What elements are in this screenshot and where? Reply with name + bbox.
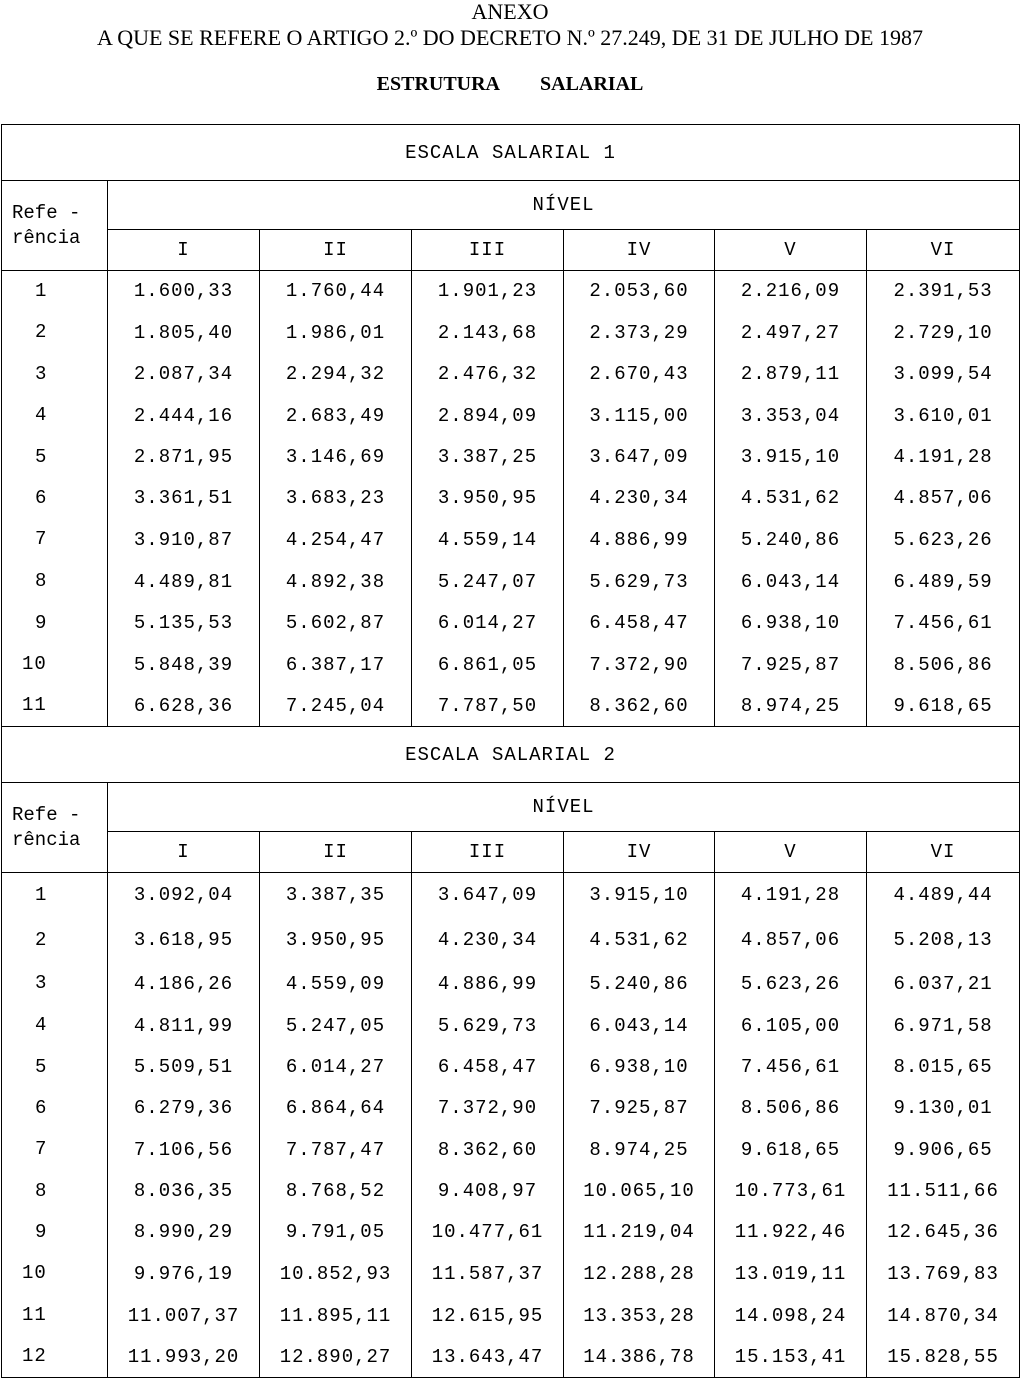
decree-subtitle: A QUE SE REFERE O ARTIGO 2.º DO DECRETO N.º 27.249, DE 31 DE JULHO DE 1987 — [97, 25, 923, 50]
table-row — [2, 1047, 1020, 1088]
table-row — [2, 478, 1020, 519]
salary-value-cell: 3.647,09 — [564, 437, 715, 478]
reference-cell: 6 — [2, 478, 108, 519]
salary-value-cell: 4.230,34 — [412, 918, 564, 963]
salary-value-cell: 5.247,07 — [412, 561, 564, 603]
salary-value-cell: 3.910,87 — [108, 519, 260, 561]
table-row — [2, 519, 1020, 561]
salary-value-cell: 8.974,25 — [564, 1129, 715, 1171]
salary-value-cell: 5.509,51 — [108, 1047, 260, 1088]
level-column-header: IV — [564, 832, 715, 873]
reference-cell: 8 — [2, 561, 108, 603]
salary-value-cell: 3.618,95 — [108, 918, 260, 963]
salary-value-cell: 8.990,29 — [108, 1212, 260, 1253]
salary-value-cell: 12.615,95 — [412, 1295, 564, 1337]
salary-value-cell: 4.811,99 — [108, 1005, 260, 1047]
level-column-header: IV — [564, 230, 715, 271]
salary-value-cell: 12.890,27 — [260, 1337, 412, 1378]
reference-cell: 2 — [2, 312, 108, 354]
salary-value-cell: 4.857,06 — [715, 918, 867, 963]
salary-value-cell: 2.879,11 — [715, 354, 867, 395]
salary-value-cell: 8.036,35 — [108, 1171, 260, 1212]
salary-value-cell: 8.506,86 — [715, 1088, 867, 1129]
salary-value-cell: 1.901,23 — [412, 271, 564, 312]
level-header: NÍVEL — [108, 783, 1020, 832]
table-row — [2, 312, 1020, 354]
reference-cell: 9 — [2, 1212, 108, 1253]
reference-header-line-1: Refe - — [12, 803, 81, 826]
salary-value-cell: 3.915,10 — [564, 873, 715, 918]
salary-value-cell: 5.240,86 — [715, 519, 867, 561]
salary-value-cell: 10.852,93 — [260, 1253, 412, 1295]
salary-value-cell: 4.531,62 — [564, 918, 715, 963]
table-row — [2, 1171, 1020, 1212]
salary-value-cell: 2.729,10 — [867, 312, 1020, 354]
salary-value-cell: 7.245,04 — [260, 686, 412, 727]
salary-value-cell: 3.092,04 — [108, 873, 260, 918]
table-row — [2, 873, 1020, 918]
salary-value-cell: 4.230,34 — [564, 478, 715, 519]
salary-value-cell: 5.602,87 — [260, 603, 412, 644]
reference-cell: 10 — [2, 1253, 108, 1295]
level-column-header: I — [108, 230, 260, 271]
salary-value-cell: 3.950,95 — [260, 918, 412, 963]
level-column-header: V — [715, 832, 867, 873]
salary-value-cell: 11.993,20 — [108, 1337, 260, 1378]
salary-value-cell: 1.805,40 — [108, 312, 260, 354]
salary-value-cell: 9.906,65 — [867, 1129, 1020, 1171]
reference-header — [2, 181, 108, 271]
salary-value-cell: 4.191,28 — [867, 437, 1020, 478]
salary-value-cell: 4.886,99 — [412, 963, 564, 1005]
salary-value-cell: 4.559,09 — [260, 963, 412, 1005]
salary-value-cell: 8.362,60 — [564, 686, 715, 727]
salary-value-cell: 13.353,28 — [564, 1295, 715, 1337]
salary-value-cell: 7.925,87 — [715, 644, 867, 686]
salary-value-cell: 14.386,78 — [564, 1337, 715, 1378]
salary-value-cell: 13.769,83 — [867, 1253, 1020, 1295]
salary-value-cell: 7.456,61 — [867, 603, 1020, 644]
salary-value-cell: 3.610,01 — [867, 395, 1020, 437]
reference-cell: 12 — [2, 1337, 108, 1378]
table-row — [2, 271, 1020, 312]
reference-cell: 9 — [2, 603, 108, 644]
salary-value-cell: 8.015,65 — [867, 1047, 1020, 1088]
salary-value-cell: 2.497,27 — [715, 312, 867, 354]
reference-cell: 4 — [2, 1005, 108, 1047]
salary-value-cell: 5.848,39 — [108, 644, 260, 686]
salary-value-cell: 6.043,14 — [564, 1005, 715, 1047]
level-column-header: III — [412, 230, 564, 271]
salary-value-cell: 6.279,36 — [108, 1088, 260, 1129]
table-row — [2, 1088, 1020, 1129]
reference-cell: 7 — [2, 1129, 108, 1171]
salary-value-cell: 2.894,09 — [412, 395, 564, 437]
salary-value-cell: 11.587,37 — [412, 1253, 564, 1295]
scale-title: ESCALA SALARIAL 2 — [2, 727, 1020, 783]
level-column-header: VI — [867, 230, 1020, 271]
salary-value-cell: 8.506,86 — [867, 644, 1020, 686]
table-row — [2, 963, 1020, 1005]
salary-value-cell: 4.886,99 — [564, 519, 715, 561]
salary-value-cell: 2.444,16 — [108, 395, 260, 437]
salary-value-cell: 5.240,86 — [564, 963, 715, 1005]
salary-value-cell: 9.408,97 — [412, 1171, 564, 1212]
salary-value-cell: 3.115,00 — [564, 395, 715, 437]
salary-value-cell: 9.130,01 — [867, 1088, 1020, 1129]
salary-value-cell: 8.974,25 — [715, 686, 867, 727]
salary-value-cell: 7.456,61 — [715, 1047, 867, 1088]
salary-value-cell: 12.288,28 — [564, 1253, 715, 1295]
salary-value-cell: 8.362,60 — [412, 1129, 564, 1171]
reference-cell: 10 — [2, 644, 108, 686]
scale-title: ESCALA SALARIAL 1 — [2, 125, 1020, 181]
salary-value-cell: 6.864,64 — [260, 1088, 412, 1129]
table-row — [2, 561, 1020, 603]
level-column-header: V — [715, 230, 867, 271]
salary-value-cell: 7.925,87 — [564, 1088, 715, 1129]
salary-value-cell: 7.787,50 — [412, 686, 564, 727]
level-column-header: VI — [867, 832, 1020, 873]
salary-value-cell: 8.768,52 — [260, 1171, 412, 1212]
salary-value-cell: 4.892,38 — [260, 561, 412, 603]
salary-value-cell: 10.477,61 — [412, 1212, 564, 1253]
annex-title: ANEXO — [471, 0, 549, 24]
table-row — [2, 603, 1020, 644]
salary-value-cell: 3.647,09 — [412, 873, 564, 918]
salary-value-cell: 5.208,13 — [867, 918, 1020, 963]
structure-heading — [0, 74, 1020, 94]
reference-cell: 3 — [2, 354, 108, 395]
level-header: NÍVEL — [108, 181, 1020, 230]
salary-value-cell: 1.760,44 — [260, 271, 412, 312]
salary-value-cell: 6.037,21 — [867, 963, 1020, 1005]
salary-value-cell: 6.938,10 — [715, 603, 867, 644]
salary-value-cell: 11.922,46 — [715, 1212, 867, 1253]
salary-value-cell: 15.153,41 — [715, 1337, 867, 1378]
salary-value-cell: 4.186,26 — [108, 963, 260, 1005]
salary-value-cell: 4.531,62 — [715, 478, 867, 519]
salary-value-cell: 6.458,47 — [564, 603, 715, 644]
salary-value-cell: 5.623,26 — [715, 963, 867, 1005]
table-row — [2, 1005, 1020, 1047]
level-column-header: II — [260, 832, 412, 873]
salary-value-cell: 9.618,65 — [715, 1129, 867, 1171]
salary-value-cell: 3.387,25 — [412, 437, 564, 478]
salary-value-cell: 2.683,49 — [260, 395, 412, 437]
salary-value-cell: 4.559,14 — [412, 519, 564, 561]
salary-value-cell: 6.014,27 — [412, 603, 564, 644]
salary-value-cell: 2.087,34 — [108, 354, 260, 395]
salary-value-cell: 13.643,47 — [412, 1337, 564, 1378]
salary-value-cell: 2.871,95 — [108, 437, 260, 478]
reference-header — [2, 783, 108, 873]
salary-value-cell: 3.683,23 — [260, 478, 412, 519]
reference-cell: 11 — [2, 686, 108, 727]
salary-value-cell: 9.976,19 — [108, 1253, 260, 1295]
salary-value-cell: 4.254,47 — [260, 519, 412, 561]
salary-value-cell: 4.191,28 — [715, 873, 867, 918]
salary-value-cell: 3.361,51 — [108, 478, 260, 519]
salary-value-cell: 9.791,05 — [260, 1212, 412, 1253]
reference-cell: 11 — [2, 1295, 108, 1337]
salary-value-cell: 2.670,43 — [564, 354, 715, 395]
salary-value-cell: 5.623,26 — [867, 519, 1020, 561]
salary-value-cell: 5.247,05 — [260, 1005, 412, 1047]
salary-value-cell: 10.065,10 — [564, 1171, 715, 1212]
level-column-header: III — [412, 832, 564, 873]
salary-value-cell: 2.391,53 — [867, 271, 1020, 312]
salary-value-cell: 6.938,10 — [564, 1047, 715, 1088]
reference-cell: 1 — [2, 873, 108, 918]
salary-value-cell: 5.629,73 — [412, 1005, 564, 1047]
salary-value-cell: 1.986,01 — [260, 312, 412, 354]
table-row — [2, 354, 1020, 395]
salary-value-cell: 4.489,44 — [867, 873, 1020, 918]
salary-value-cell: 12.645,36 — [867, 1212, 1020, 1253]
reference-cell: 7 — [2, 519, 108, 561]
reference-cell: 2 — [2, 918, 108, 963]
reference-cell: 8 — [2, 1171, 108, 1212]
level-column-header: I — [108, 832, 260, 873]
salary-value-cell: 10.773,61 — [715, 1171, 867, 1212]
table-row — [2, 644, 1020, 686]
salary-value-cell: 3.353,04 — [715, 395, 867, 437]
salary-value-cell: 4.489,81 — [108, 561, 260, 603]
table-row — [2, 395, 1020, 437]
salary-value-cell: 2.294,32 — [260, 354, 412, 395]
reference-cell: 5 — [2, 437, 108, 478]
salary-value-cell: 7.787,47 — [260, 1129, 412, 1171]
salary-value-cell: 15.828,55 — [867, 1337, 1020, 1378]
reference-cell: 4 — [2, 395, 108, 437]
salary-value-cell: 7.372,90 — [412, 1088, 564, 1129]
salary-value-cell: 3.915,10 — [715, 437, 867, 478]
salary-value-cell: 6.458,47 — [412, 1047, 564, 1088]
salary-value-cell: 2.053,60 — [564, 271, 715, 312]
salary-value-cell: 7.106,56 — [108, 1129, 260, 1171]
table-row — [2, 1212, 1020, 1253]
reference-cell: 1 — [2, 271, 108, 312]
salary-value-cell: 1.600,33 — [108, 271, 260, 312]
salary-value-cell: 3.950,95 — [412, 478, 564, 519]
reference-cell: 5 — [2, 1047, 108, 1088]
salary-value-cell: 4.857,06 — [867, 478, 1020, 519]
salary-value-cell: 3.099,54 — [867, 354, 1020, 395]
salary-value-cell: 11.511,66 — [867, 1171, 1020, 1212]
salary-value-cell: 6.861,05 — [412, 644, 564, 686]
salary-value-cell: 11.219,04 — [564, 1212, 715, 1253]
salary-value-cell: 6.105,00 — [715, 1005, 867, 1047]
salary-value-cell: 6.387,17 — [260, 644, 412, 686]
reference-header-line-2: rência — [12, 226, 81, 249]
salary-value-cell: 6.971,58 — [867, 1005, 1020, 1047]
table-row — [2, 437, 1020, 478]
salary-value-cell: 14.870,34 — [867, 1295, 1020, 1337]
structure-word-b: SALARIAL — [540, 73, 644, 95]
salary-value-cell: 13.019,11 — [715, 1253, 867, 1295]
salary-value-cell: 5.629,73 — [564, 561, 715, 603]
table-row — [2, 918, 1020, 963]
salary-value-cell: 6.043,14 — [715, 561, 867, 603]
salary-table — [1, 124, 1020, 1378]
reference-header-line-2: rência — [12, 828, 81, 851]
salary-value-cell: 5.135,53 — [108, 603, 260, 644]
salary-value-cell: 14.098,24 — [715, 1295, 867, 1337]
salary-value-cell: 6.489,59 — [867, 561, 1020, 603]
table-row — [2, 1129, 1020, 1171]
table-row — [2, 686, 1020, 727]
salary-value-cell: 11.007,37 — [108, 1295, 260, 1337]
salary-value-cell: 9.618,65 — [867, 686, 1020, 727]
salary-value-cell: 2.143,68 — [412, 312, 564, 354]
salary-value-cell: 6.628,36 — [108, 686, 260, 727]
table-row — [2, 1253, 1020, 1295]
structure-word-a: ESTRUTURA — [376, 73, 500, 95]
reference-header-line-1: Refe - — [12, 201, 81, 224]
salary-value-cell: 2.373,29 — [564, 312, 715, 354]
salary-value-cell: 3.146,69 — [260, 437, 412, 478]
level-column-header: II — [260, 230, 412, 271]
salary-value-cell: 2.476,32 — [412, 354, 564, 395]
table-row — [2, 1337, 1020, 1378]
salary-value-cell: 3.387,35 — [260, 873, 412, 918]
salary-value-cell: 2.216,09 — [715, 271, 867, 312]
salary-value-cell: 7.372,90 — [564, 644, 715, 686]
reference-cell: 3 — [2, 963, 108, 1005]
reference-cell: 6 — [2, 1088, 108, 1129]
salary-value-cell: 11.895,11 — [260, 1295, 412, 1337]
table-row — [2, 1295, 1020, 1337]
salary-value-cell: 6.014,27 — [260, 1047, 412, 1088]
